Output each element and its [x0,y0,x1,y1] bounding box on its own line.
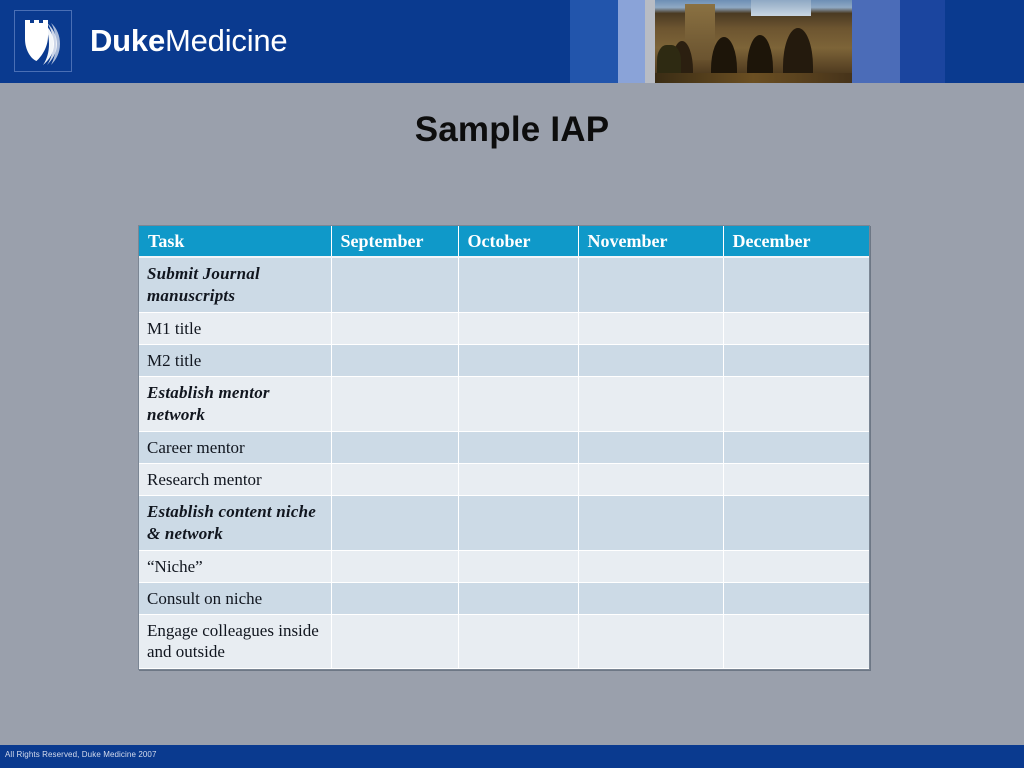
column-header-september: September [331,226,458,257]
footer-bar [0,745,1024,768]
task-month-cell[interactable] [331,431,458,463]
task-item-label: Research mentor [139,463,331,495]
task-item-label: M1 title [139,312,331,344]
task-month-cell[interactable] [331,312,458,344]
table-row [139,312,869,344]
banner-band-light-1 [618,0,645,83]
duke-chapel-photo [655,0,852,83]
footer-copyright: All Rights Reserved, Duke Medicine 2007 [5,750,157,759]
table-row [139,431,869,463]
banner-band-gray-1 [645,0,655,83]
table-row [139,582,869,614]
task-month-cell[interactable] [331,496,458,551]
task-month-cell[interactable] [331,257,458,312]
task-month-cell[interactable] [458,615,578,669]
task-group-label: Establish content niche & network [139,496,331,551]
banner-band-medium-2 [852,0,900,83]
task-month-cell[interactable] [458,344,578,376]
table-row [139,550,869,582]
table-row [139,344,869,376]
task-month-cell[interactable] [578,377,723,432]
task-month-cell[interactable] [578,344,723,376]
task-month-cell[interactable] [723,615,869,669]
task-month-cell[interactable] [331,582,458,614]
column-header-november: November [578,226,723,257]
iap-table [139,226,869,669]
task-month-cell[interactable] [723,344,869,376]
table-body [139,257,869,668]
table-row [139,496,869,551]
table-row [139,615,869,669]
duke-medicine-logo [14,10,287,72]
task-month-cell[interactable] [458,377,578,432]
column-header-december: December [723,226,869,257]
task-month-cell[interactable] [331,463,458,495]
page-title: Sample IAP [414,110,610,149]
banner-band-medium-1 [570,0,618,83]
task-month-cell[interactable] [331,615,458,669]
task-month-cell[interactable] [578,312,723,344]
task-month-cell[interactable] [458,257,578,312]
table-row [139,463,869,495]
column-header-task: Task [139,226,331,257]
column-header-october: October [458,226,578,257]
task-group-label: Establish mentor network [139,377,331,432]
task-item-label: M2 title [139,344,331,376]
task-month-cell[interactable] [723,377,869,432]
task-month-cell[interactable] [578,615,723,669]
task-month-cell[interactable] [578,431,723,463]
task-month-cell[interactable] [458,582,578,614]
table-header-row [139,226,869,257]
task-month-cell[interactable] [723,312,869,344]
task-month-cell[interactable] [723,496,869,551]
header-banner [0,0,1024,83]
chapel-ground [655,73,852,83]
task-month-cell[interactable] [458,312,578,344]
task-month-cell[interactable] [331,344,458,376]
banner-band-dark-right [945,0,1024,83]
duke-shield-icon [14,10,72,72]
table-header [139,226,869,257]
task-month-cell[interactable] [723,582,869,614]
task-item-label: Consult on niche [139,582,331,614]
task-month-cell[interactable] [578,463,723,495]
task-month-cell[interactable] [578,550,723,582]
task-month-cell[interactable] [723,550,869,582]
task-month-cell[interactable] [458,550,578,582]
logo-word-duke: Duke [90,23,166,58]
iap-table-container [138,225,870,670]
table-row [139,257,869,312]
task-month-cell[interactable] [723,463,869,495]
chapel-sky [751,0,811,16]
task-month-cell[interactable] [723,257,869,312]
task-month-cell[interactable] [458,431,578,463]
task-item-label: “Niche” [139,550,331,582]
task-month-cell[interactable] [723,431,869,463]
task-month-cell[interactable] [578,496,723,551]
task-item-label: Career mentor [139,431,331,463]
task-item-label: Engage colleagues inside and outside [139,615,331,669]
duke-medicine-wordmark [90,23,287,59]
task-month-cell[interactable] [331,377,458,432]
banner-band-medium-3 [900,0,945,83]
task-month-cell[interactable] [578,582,723,614]
task-month-cell[interactable] [331,550,458,582]
task-month-cell[interactable] [578,257,723,312]
task-month-cell[interactable] [458,463,578,495]
task-group-label: Submit Journal manuscripts [139,257,331,312]
table-row [139,377,869,432]
logo-word-medicine: Medicine [165,23,288,58]
task-month-cell[interactable] [458,496,578,551]
